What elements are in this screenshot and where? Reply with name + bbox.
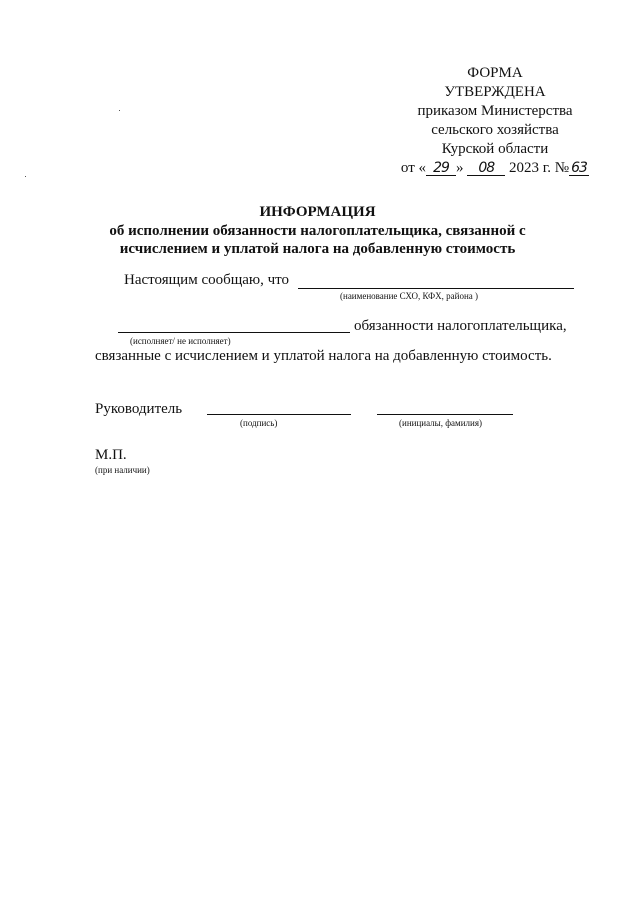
scan-speck [25,176,26,177]
approval-date-line [380,159,610,178]
signature-field[interactable] [207,414,351,415]
duties-text: обязанности налогоплательщика, [354,318,567,334]
date-mid: » [456,160,464,176]
name-field[interactable] [377,414,513,415]
date-day: 29 [426,161,456,176]
number-label: № [554,160,570,176]
org-name-field[interactable] [298,288,574,289]
date-year: 2023 [509,160,540,176]
fulfills-field[interactable] [118,332,350,333]
date-month: 08 [467,161,505,176]
continuation-text: связанные с исчислением и уплатой налога на добавленную стоимость. [95,348,552,364]
approval-order-line: приказом Министерства [417,103,573,119]
date-prefix: от « [400,160,427,176]
name-hint: (инициалы, фамилия) [399,418,482,428]
stamp-hint: (при наличии) [95,465,150,475]
order-number: 63 [569,161,589,176]
date-year-suffix: г. [542,160,551,176]
document-subtitle-2: исчислением и уплатой налога на добавленную стоимость [119,241,516,257]
approved-label: УТВЕРЖДЕНА [444,84,546,100]
org-name-hint: (наименование СХО, КФХ, района ) [340,291,479,301]
document-subtitle-1: об исполнении обязанности налогоплательщика, связанной с [109,223,526,239]
intro-text: Настоящим сообщаю, что [124,272,290,288]
document-title: ИНФОРМАЦИЯ [259,204,376,220]
approval-ministry-line: сельского хозяйства [431,122,559,138]
form-label: ФОРМА [467,65,523,81]
fulfills-hint: (исполняет/ не исполняет) [130,336,231,346]
head-role-label: Руководитель [95,401,183,417]
scan-speck [119,110,120,111]
approval-region-line: Курской области [441,141,549,157]
approval-block [380,64,610,178]
stamp-label: М.П. [95,447,127,463]
signature-hint: (подпись) [240,418,278,428]
